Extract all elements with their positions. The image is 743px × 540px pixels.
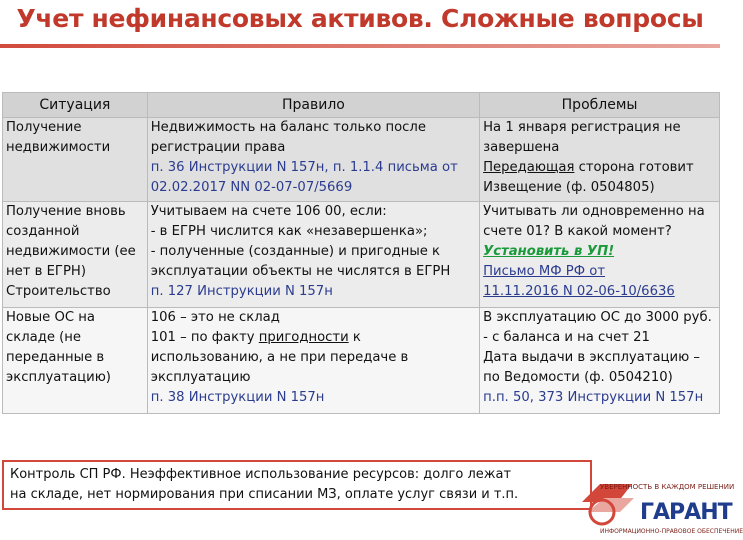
- rule-cell: [147, 308, 479, 414]
- situation-cell: [3, 202, 148, 308]
- rule-reference: п. 36 Инструкции N 157н, п. 1.1.4 письма от: [150, 160, 458, 175]
- problems-cell: [480, 202, 720, 308]
- logo-subtitle: ИНФОРМАЦИОННО-ПРАВОВОЕ ОБЕСПЕЧЕНИЕ: [600, 528, 743, 535]
- letter-reference-link[interactable]: 11.11.2016 N 02-06-10/6636: [483, 284, 675, 299]
- situation-line: Получение: [6, 120, 82, 135]
- problem-line: Извещение (ф. 0504805): [483, 180, 655, 195]
- problem-line: по Ведомости (ф. 0504210): [483, 370, 673, 385]
- problem-line: завершена: [483, 140, 560, 155]
- situation-cell: [3, 308, 148, 414]
- rule-line: регистрации права: [150, 140, 286, 155]
- rule-line: Учитываем на счете 106 00, если:: [150, 204, 387, 219]
- rule-line: эксплуатацию: [150, 370, 251, 385]
- rule-text: 101 – по факту: [150, 330, 259, 345]
- table-row: [3, 202, 720, 308]
- rule-line: Недвижимость на баланс только после: [150, 120, 426, 135]
- rule-reference: п. 127 Инструкции N 157н: [150, 284, 333, 299]
- header-rule: Правило: [147, 93, 479, 118]
- title-underline: [0, 44, 720, 48]
- situation-line: созданной: [6, 224, 80, 239]
- underlined-term: Передающая: [483, 160, 575, 175]
- problem-line: На 1 января регистрация не: [483, 120, 681, 135]
- problem-line: Дата выдачи в эксплуатацию –: [483, 350, 700, 365]
- problem-line: [483, 158, 716, 178]
- table-row: [3, 118, 720, 202]
- rule-cell: [147, 202, 479, 308]
- problems-cell: [480, 308, 720, 414]
- rule-text: к: [348, 330, 361, 345]
- problem-text: сторона готовит: [574, 160, 694, 175]
- table-header-row: [3, 93, 720, 118]
- rule-reference: 02.02.2017 NN 02-07-07/5669: [150, 180, 353, 195]
- rule-line: эксплуатации объекты не числятся в ЕГРН: [150, 264, 451, 279]
- underlined-term: пригодности: [258, 330, 349, 345]
- rule-line: - в ЕГРН числится как «незавершенка»;: [150, 224, 428, 239]
- rule-line: [151, 328, 476, 348]
- situation-line: Новые ОС на: [6, 310, 95, 325]
- situation-line: недвижимости: [6, 140, 111, 155]
- situation-line: эксплуатацию): [6, 370, 111, 385]
- problem-line: В эксплуатацию ОС до 3000 руб.: [483, 310, 712, 325]
- rule-cell: [147, 118, 479, 202]
- logo-tagline: УВЕРЕННОСТЬ В КАЖДОМ РЕШЕНИИ: [600, 483, 735, 491]
- rule-line: - полученные (созданные) и пригодные к: [150, 244, 441, 259]
- rule-line: использованию, а не при передаче в: [150, 350, 409, 365]
- situation-cell: [3, 118, 148, 202]
- situation-line: Получение вновь: [6, 204, 126, 219]
- footer-line: Контроль СП РФ. Неэффективное использование ресурсов: долго лежат: [10, 467, 512, 482]
- page-title: Учет нефинансовых активов. Сложные вопросы: [16, 4, 704, 33]
- situation-line: Строительство: [6, 284, 111, 299]
- letter-reference-link[interactable]: Письмо МФ РФ от: [483, 264, 606, 279]
- table-row: [3, 308, 720, 414]
- situation-line: нет в ЕГРН): [6, 264, 86, 279]
- problem-line: - с баланса и на счет 21: [483, 330, 650, 345]
- situation-line: складе (не: [6, 330, 82, 345]
- problem-line: Учитывать ли одновременно на: [483, 204, 705, 219]
- footer-note: [2, 460, 592, 510]
- situation-line: переданные в: [6, 350, 105, 365]
- assets-table: [2, 92, 720, 414]
- footer-line: на складе, нет нормирования при списании МЗ, оплате услуг связи и т.п.: [10, 487, 519, 502]
- rule-line: 106 – это не склад: [150, 310, 280, 325]
- problem-reference: п.п. 50, 373 Инструкции N 157н: [483, 390, 704, 405]
- problems-cell: [480, 118, 720, 202]
- problem-line: счете 01? В какой момент?: [483, 224, 672, 239]
- logo-brand: ГАРАНТ: [640, 500, 732, 525]
- highlight-note: Установить в УП!: [483, 244, 615, 259]
- situation-line: недвижимости (ее: [6, 244, 136, 259]
- rule-reference: п. 38 Инструкции N 157н: [150, 390, 325, 405]
- header-situation: Ситуация: [3, 93, 148, 118]
- header-problems: Проблемы: [480, 93, 720, 118]
